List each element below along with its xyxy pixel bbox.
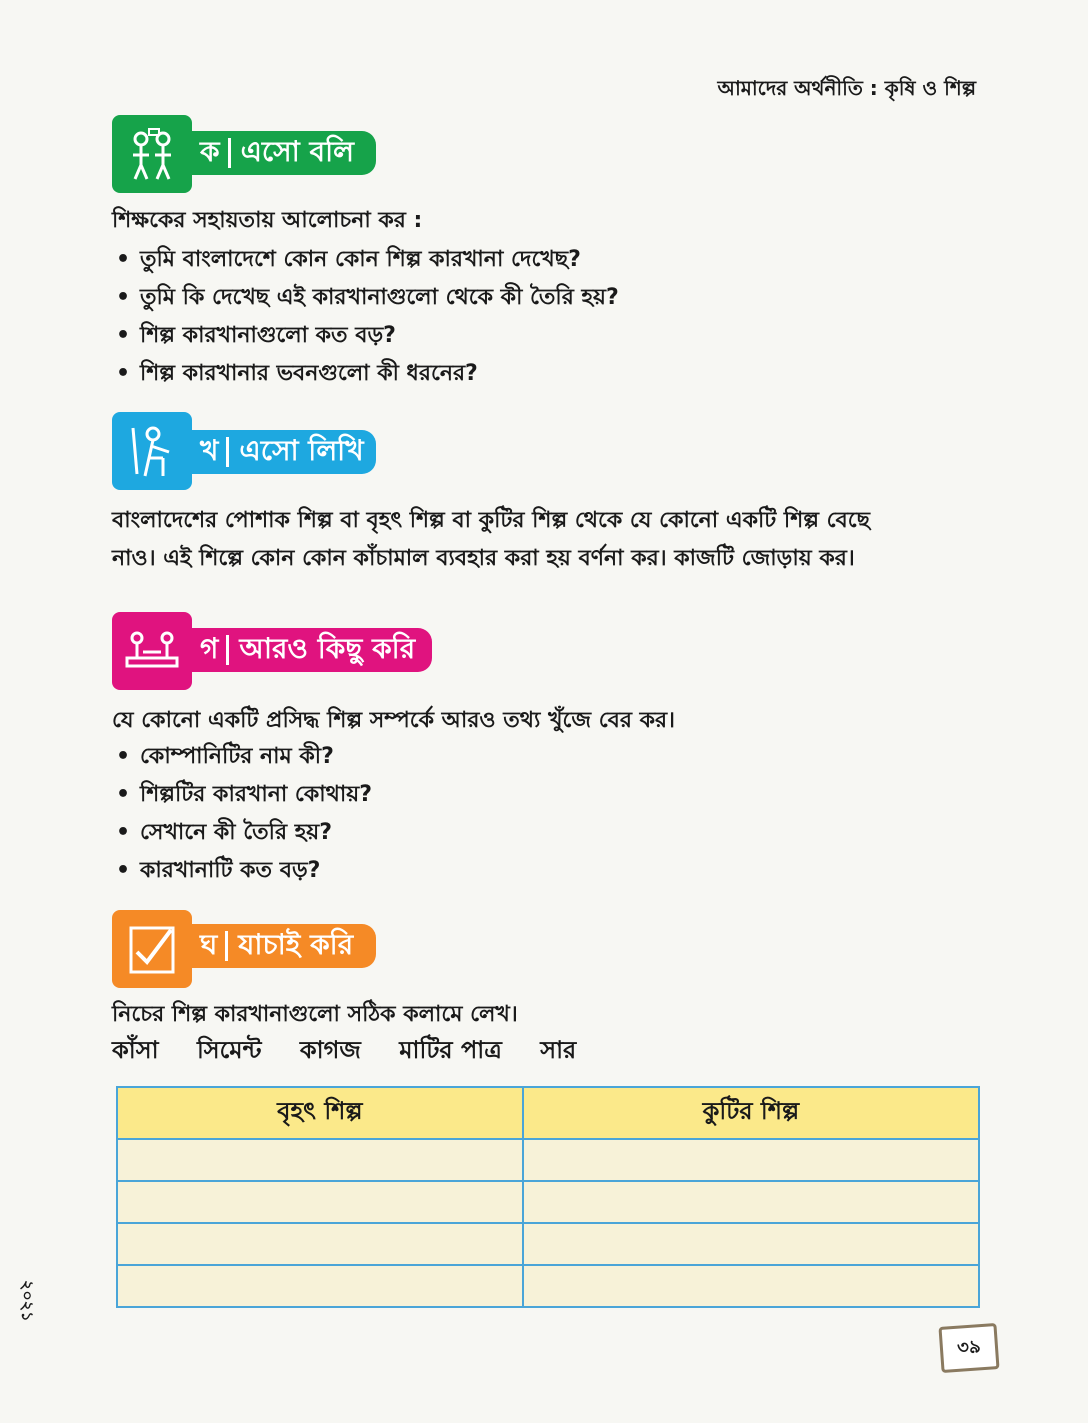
- list-item: • কোম্পানিটির নাম কী?: [116, 738, 372, 776]
- table-row: [117, 1181, 979, 1223]
- list-item: • শিল্প কারখানার ভবনগুলো কী ধরনের?: [116, 355, 619, 393]
- answer-cell[interactable]: [117, 1181, 523, 1223]
- word-item: সার: [540, 1036, 577, 1064]
- list-item: • শিল্পটির কারখানা কোথায়?: [116, 776, 372, 814]
- list-item: • তুমি বাংলাদেশে কোন কোন শিল্প কারখানা দেখেছ?: [116, 241, 619, 279]
- answer-cell[interactable]: [117, 1139, 523, 1181]
- list-item: • শিল্প কারখানাগুলো কত বড়?: [116, 317, 619, 355]
- table-row: [117, 1139, 979, 1181]
- section-ga-heading: গ আরও কিছু করি: [190, 628, 432, 672]
- section-gha-heading: ঘ যাচাই করি: [190, 924, 376, 968]
- discussion-icon: [112, 115, 192, 193]
- chapter-header: আমাদের অর্থনীতি : কৃষি ও শিল্প: [717, 76, 976, 100]
- section-kha-text: বাংলাদেশের পোশাক শিল্প বা বৃহৎ শিল্প বা কুটির শিল্প থেকে যে কোনো একটি শিল্প বেছে নাও। এই শিল্পে কোন কোন কাঁচামাল ব্যবহার করা হয় বর্ণনা কর। কাজটি জোড়ায় কর।: [112, 508, 870, 571]
- answer-cell[interactable]: [523, 1139, 979, 1181]
- activity-icon: [112, 612, 192, 690]
- column-header: কুটির শিল্প: [523, 1087, 979, 1139]
- table-row: [117, 1223, 979, 1265]
- classification-table: [116, 1086, 980, 1308]
- answer-cell[interactable]: [523, 1181, 979, 1223]
- section-ka-intro: শিক্ষকের সহায়তায় আলোচনা কর :: [112, 208, 423, 233]
- table-row: [117, 1265, 979, 1307]
- word-item: কাগজ: [299, 1036, 361, 1064]
- section-ka-bullets: [116, 241, 619, 393]
- list-item: • কারখানাটি কত বড়?: [116, 852, 372, 890]
- side-year: ২০২১: [18, 1280, 37, 1322]
- word-list: [112, 1032, 606, 1072]
- writing-icon: [112, 412, 192, 490]
- column-header: বৃহৎ শিল্প: [117, 1087, 523, 1139]
- word-item: কাঁসা: [112, 1036, 159, 1064]
- answer-cell[interactable]: [523, 1265, 979, 1307]
- list-item: • তুমি কি দেখেছ এই কারখানাগুলো থেকে কী তৈরি হয়?: [116, 279, 619, 317]
- section-ga-bullets: [116, 738, 372, 890]
- list-item: • সেখানে কী তৈরি হয়?: [116, 814, 372, 852]
- answer-cell[interactable]: [117, 1265, 523, 1307]
- section-gha-intro: নিচের শিল্প কারখানাগুলো সঠিক কলামে লেখ।: [112, 1002, 518, 1027]
- word-item: সিমেন্ট: [196, 1036, 262, 1064]
- answer-cell[interactable]: [117, 1223, 523, 1265]
- page-number: ৩৯: [938, 1323, 999, 1373]
- section-ka-heading: ক এসো বলি: [190, 131, 376, 175]
- section-kha-heading: খ এসো লিখি: [190, 430, 376, 474]
- word-item: মাটির পাত্র: [399, 1036, 502, 1064]
- answer-cell[interactable]: [523, 1223, 979, 1265]
- section-ga-intro: যে কোনো একটি প্রসিদ্ধ শিল্প সম্পর্কে আরও তথ্য খুঁজে বের কর।: [112, 708, 675, 733]
- checklist-icon: [112, 910, 192, 988]
